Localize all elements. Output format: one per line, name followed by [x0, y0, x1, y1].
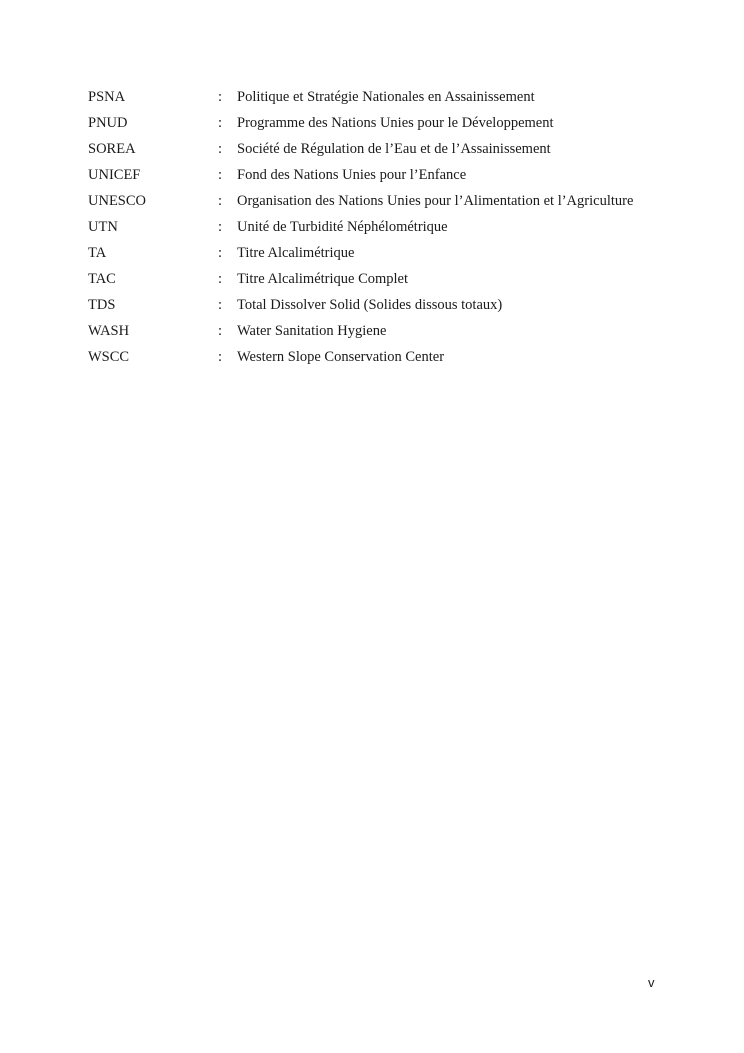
- abbreviation-definition: Fond des Nations Unies pour l’Enfance: [237, 167, 467, 183]
- abbreviation-separator: :: [218, 141, 223, 157]
- abbreviation-term: UNICEF: [88, 167, 141, 183]
- abbreviation-definition: Titre Alcalimétrique Complet: [237, 271, 409, 287]
- abbreviation-term: UTN: [88, 219, 118, 235]
- abbreviation-term: WSCC: [88, 349, 130, 365]
- abbreviation-row-sorea: [88, 139, 708, 165]
- abbreviation-separator: :: [218, 193, 223, 209]
- abbreviation-row-psna: [88, 87, 708, 113]
- page-number: v: [648, 975, 655, 990]
- abbreviation-separator: :: [218, 323, 223, 339]
- abbreviation-definition: Organisation des Nations Unies pour l’Alimentation et l’Agriculture: [237, 193, 634, 209]
- abbreviation-term: SOREA: [88, 141, 136, 157]
- abbreviation-separator: :: [218, 219, 223, 235]
- abbreviation-definition: Politique et Stratégie Nationales en Assainissement: [237, 89, 535, 105]
- abbreviation-definition: Société de Régulation de l’Eau et de l’Assainissement: [237, 141, 551, 157]
- abbreviation-definition: Unité de Turbidité Néphélométrique: [237, 219, 448, 235]
- abbreviation-definition: Titre Alcalimétrique: [237, 245, 355, 261]
- abbreviation-term: PSNA: [88, 89, 126, 105]
- abbreviation-term: TA: [88, 245, 107, 261]
- abbreviation-separator: :: [218, 271, 223, 287]
- abbreviation-separator: :: [218, 245, 223, 261]
- abbreviation-definition: Total Dissolver Solid (Solides dissous totaux): [237, 297, 503, 313]
- abbreviation-row-unesco: [88, 191, 708, 217]
- abbreviation-term: WASH: [88, 323, 130, 339]
- abbreviation-definition: Programme des Nations Unies pour le Développement: [237, 115, 554, 131]
- abbreviation-term: TDS: [88, 297, 116, 313]
- abbreviation-separator: :: [218, 115, 223, 131]
- abbreviation-separator: :: [218, 349, 223, 365]
- abbreviation-row-wash: [88, 321, 708, 347]
- abbreviation-row-tds: [88, 295, 708, 321]
- abbreviation-term: PNUD: [88, 115, 128, 131]
- abbreviation-definition: Water Sanitation Hygiene: [237, 323, 387, 339]
- abbreviation-term: UNESCO: [88, 193, 147, 209]
- abbreviation-row-tac: [88, 269, 708, 295]
- abbreviation-list: [88, 87, 708, 373]
- abbreviation-definition: Western Slope Conservation Center: [237, 349, 445, 365]
- abbreviation-separator: :: [218, 89, 223, 105]
- abbreviation-separator: :: [218, 167, 223, 183]
- abbreviation-row-unicef: [88, 165, 708, 191]
- abbreviation-term: TAC: [88, 271, 116, 287]
- abbreviation-separator: :: [218, 297, 223, 313]
- abbreviation-row-utn: [88, 217, 708, 243]
- abbreviation-row-ta: [88, 243, 708, 269]
- abbreviation-row-pnud: [88, 113, 708, 139]
- abbreviation-row-wscc: [88, 347, 708, 373]
